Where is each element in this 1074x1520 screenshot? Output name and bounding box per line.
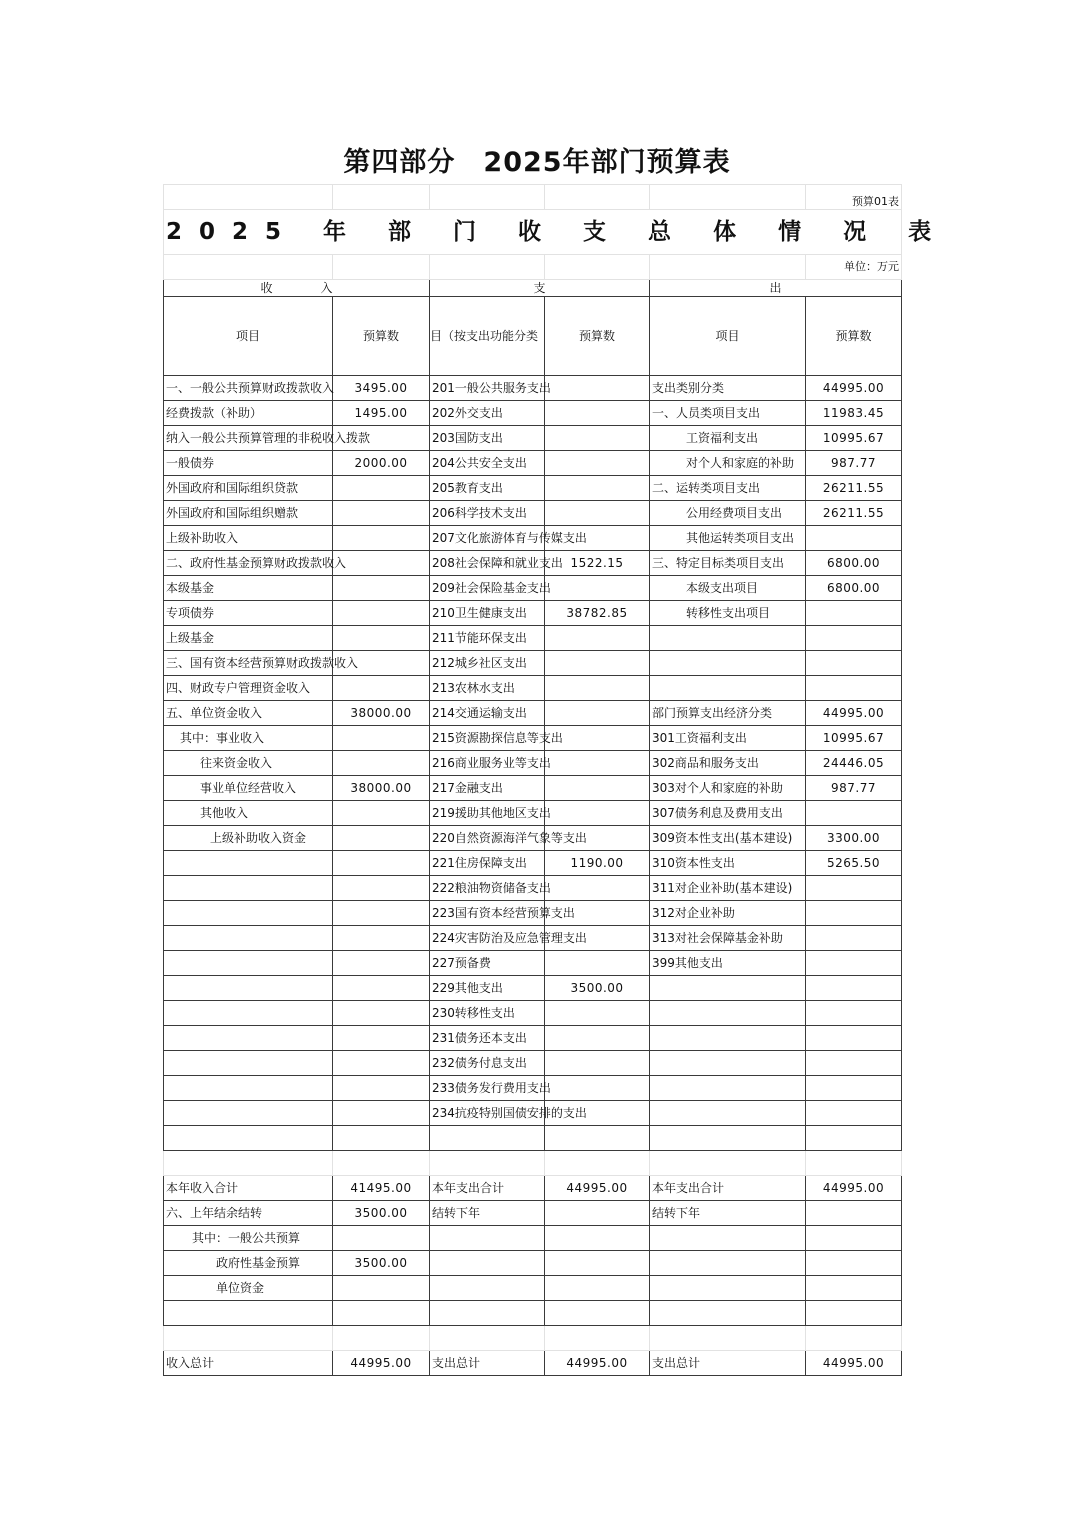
category-budget-cell — [806, 1051, 902, 1076]
income-budget-cell — [333, 801, 430, 826]
function-budget-cell — [545, 1301, 650, 1326]
function-item-cell: 223国有资本经营预算支出 — [430, 901, 545, 926]
category-budget-cell: 6800.00 — [806, 551, 902, 576]
category-item-cell — [650, 626, 806, 651]
function-budget-cell — [545, 1001, 650, 1026]
income-budget-cell — [333, 926, 430, 951]
income-budget-cell: 3500.00 — [333, 1251, 430, 1276]
income-item-cell — [164, 1126, 333, 1151]
function-item-cell: 209社会保险基金支出 — [430, 576, 545, 601]
function-budget-cell — [545, 1076, 650, 1101]
category-item-cell: 本级支出项目 — [650, 576, 806, 601]
income-item-cell: 上级补助收入资金 — [164, 826, 333, 851]
category-budget-cell — [806, 626, 902, 651]
function-budget-cell — [545, 1126, 650, 1151]
category-item-cell: 309资本性支出(基本建设) — [650, 826, 806, 851]
table-row — [164, 1151, 902, 1176]
income-budget-cell — [333, 576, 430, 601]
function-budget-cell — [545, 626, 650, 651]
table-row — [164, 626, 902, 651]
category-item-cell: 310资本性支出 — [650, 851, 806, 876]
category-budget-cell: 5265.50 — [806, 851, 902, 876]
income-item-cell: 收入总计 — [164, 1351, 333, 1376]
category-item-cell: 一、人员类项目支出 — [650, 401, 806, 426]
category-budget-cell — [806, 976, 902, 1001]
income-item-cell: 本级基金 — [164, 576, 333, 601]
function-budget-cell — [545, 701, 650, 726]
function-item-cell — [430, 1126, 545, 1151]
income-item-cell: 事业单位经营收入 — [164, 776, 333, 801]
table-row — [164, 376, 902, 401]
category-item-cell — [650, 676, 806, 701]
income-item-cell: 单位资金 — [164, 1276, 333, 1301]
function-item-cell: 210卫生健康支出 — [430, 601, 545, 626]
income-item-cell: 一般债券 — [164, 451, 333, 476]
expense-header-chu: 出 — [650, 280, 902, 297]
category-item-cell — [650, 1001, 806, 1026]
category-budget-cell: 6800.00 — [806, 576, 902, 601]
income-item-cell — [164, 951, 333, 976]
category-budget-cell — [806, 601, 902, 626]
table-row — [164, 401, 902, 426]
table-row — [164, 726, 902, 751]
table-row — [164, 1276, 902, 1301]
function-item-cell: 支出总计 — [430, 1351, 545, 1376]
col-header-income-budget: 预算数 — [333, 297, 430, 376]
col-header-function-budget: 预算数 — [545, 297, 650, 376]
function-budget-cell — [545, 476, 650, 501]
income-budget-cell: 3500.00 — [333, 1201, 430, 1226]
category-budget-cell — [806, 1326, 902, 1351]
income-item-cell: 上级补助收入 — [164, 526, 333, 551]
income-item-cell — [164, 1001, 333, 1026]
function-item-cell: 204公共安全支出 — [430, 451, 545, 476]
table-row — [164, 451, 902, 476]
table-row — [164, 426, 902, 451]
income-budget-cell — [333, 1051, 430, 1076]
category-item-cell — [650, 1076, 806, 1101]
function-budget-cell: 38782.85 — [545, 601, 650, 626]
function-item-cell: 206科学技术支出 — [430, 501, 545, 526]
category-item-cell — [650, 1126, 806, 1151]
category-budget-cell — [806, 1251, 902, 1276]
category-budget-cell — [806, 1151, 902, 1176]
category-budget-cell — [806, 1226, 902, 1251]
table-row — [164, 1176, 902, 1201]
table-title: 2025 年 部 门 收 支 总 体 情 况 表 — [164, 210, 902, 255]
col-header-category-item: 项目 — [650, 297, 806, 376]
function-item-cell: 219援助其他地区支出 — [430, 801, 545, 826]
category-budget-cell: 44995.00 — [806, 1351, 902, 1376]
budget-sheet — [163, 184, 949, 1376]
function-item-cell: 220自然资源海洋气象等支出 — [430, 826, 545, 851]
function-item-cell: 229其他支出 — [430, 976, 545, 1001]
table-row — [164, 1126, 902, 1151]
function-item-cell: 203国防支出 — [430, 426, 545, 451]
table-row — [164, 676, 902, 701]
income-budget-cell — [333, 901, 430, 926]
function-item-cell: 202外交支出 — [430, 401, 545, 426]
category-budget-cell — [806, 1076, 902, 1101]
category-budget-cell: 3300.00 — [806, 826, 902, 851]
col-header-category-budget: 预算数 — [806, 297, 902, 376]
table-row — [164, 651, 902, 676]
function-item-cell: 227预备费 — [430, 951, 545, 976]
income-budget-cell — [333, 476, 430, 501]
category-budget-cell — [806, 1101, 902, 1126]
income-budget-cell — [333, 676, 430, 701]
category-budget-cell — [806, 926, 902, 951]
category-item-cell: 工资福利支出 — [650, 426, 806, 451]
function-item-cell — [430, 1326, 545, 1351]
category-item-cell — [650, 1301, 806, 1326]
income-item-cell — [164, 1151, 333, 1176]
income-budget-cell: 1495.00 — [333, 401, 430, 426]
income-budget-cell — [333, 976, 430, 1001]
income-budget-cell — [333, 1126, 430, 1151]
function-budget-cell — [545, 651, 650, 676]
function-budget-cell — [545, 676, 650, 701]
income-item-cell: 上级基金 — [164, 626, 333, 651]
function-item-cell — [430, 1301, 545, 1326]
function-budget-cell: 44995.00 — [545, 1351, 650, 1376]
income-budget-cell — [333, 1001, 430, 1026]
category-budget-cell — [806, 1276, 902, 1301]
income-budget-cell — [333, 826, 430, 851]
income-budget-cell — [333, 1326, 430, 1351]
income-item-cell — [164, 901, 333, 926]
income-item-cell — [164, 1026, 333, 1051]
function-item-cell: 215资源勘探信息等支出 — [430, 726, 545, 751]
function-item-cell: 207文化旅游体育与传媒支出 — [430, 526, 545, 551]
table-row — [164, 826, 902, 851]
category-item-cell: 三、特定目标类项目支出 — [650, 551, 806, 576]
table-row — [164, 801, 902, 826]
income-budget-cell — [333, 876, 430, 901]
function-budget-cell: 44995.00 — [545, 1176, 650, 1201]
table-row — [164, 1251, 902, 1276]
income-budget-cell — [333, 1226, 430, 1251]
income-budget-cell: 44995.00 — [333, 1351, 430, 1376]
category-budget-cell — [806, 651, 902, 676]
table-row — [164, 576, 902, 601]
function-budget-cell — [545, 1151, 650, 1176]
income-budget-cell — [333, 726, 430, 751]
function-budget-cell — [545, 1026, 650, 1051]
function-budget-cell — [545, 376, 650, 401]
function-item-cell — [430, 1151, 545, 1176]
category-item-cell: 313对社会保障基金补助 — [650, 926, 806, 951]
table-row — [164, 1001, 902, 1026]
income-budget-cell — [333, 501, 430, 526]
category-item-cell — [650, 1326, 806, 1351]
function-budget-cell — [545, 1251, 650, 1276]
category-item-cell: 307债务利息及费用支出 — [650, 801, 806, 826]
table-row — [164, 551, 902, 576]
function-budget-cell — [545, 1201, 650, 1226]
income-budget-cell — [333, 1101, 430, 1126]
table-row — [164, 851, 902, 876]
category-item-cell: 结转下年 — [650, 1201, 806, 1226]
income-budget-cell — [333, 1026, 430, 1051]
table-row — [164, 1076, 902, 1101]
function-budget-cell: 3500.00 — [545, 976, 650, 1001]
income-budget-cell — [333, 601, 430, 626]
category-item-cell — [650, 1051, 806, 1076]
category-item-cell — [650, 651, 806, 676]
function-item-cell: 结转下年 — [430, 1201, 545, 1226]
category-budget-cell — [806, 801, 902, 826]
income-item-cell: 五、单位资金收入 — [164, 701, 333, 726]
table-row — [164, 1101, 902, 1126]
income-item-cell: 经费拨款（补助） — [164, 401, 333, 426]
category-item-cell: 303对个人和家庭的补助 — [650, 776, 806, 801]
income-item-cell: 往来资金收入 — [164, 751, 333, 776]
function-item-cell: 本年支出合计 — [430, 1176, 545, 1201]
function-budget-cell — [545, 1326, 650, 1351]
function-item-cell: 230转移性支出 — [430, 1001, 545, 1026]
income-item-cell — [164, 1076, 333, 1101]
income-item-cell: 专项债券 — [164, 601, 333, 626]
form-number-row — [164, 185, 902, 210]
income-budget-cell — [333, 851, 430, 876]
category-item-cell: 312对企业补助 — [650, 901, 806, 926]
function-item-cell — [430, 1251, 545, 1276]
table-row — [164, 776, 902, 801]
income-budget-cell — [333, 626, 430, 651]
category-item-cell: 对个人和家庭的补助 — [650, 451, 806, 476]
category-item-cell: 399其他支出 — [650, 951, 806, 976]
category-budget-cell: 987.77 — [806, 776, 902, 801]
category-budget-cell: 26211.55 — [806, 501, 902, 526]
income-item-cell: 一、一般公共预算财政拨款收入 — [164, 376, 333, 401]
function-item-cell: 205教育支出 — [430, 476, 545, 501]
income-item-cell — [164, 1051, 333, 1076]
function-item-cell: 234抗疫特别国债安排的支出 — [430, 1101, 545, 1126]
table-row — [164, 526, 902, 551]
income-item-cell: 二、政府性基金预算财政拨款收入 — [164, 551, 333, 576]
table-row — [164, 1301, 902, 1326]
income-item-cell: 外国政府和国际组织赠款 — [164, 501, 333, 526]
income-item-cell — [164, 926, 333, 951]
category-budget-cell: 10995.67 — [806, 726, 902, 751]
function-item-cell: 233债务发行费用支出 — [430, 1076, 545, 1101]
function-item-cell: 214交通运输支出 — [430, 701, 545, 726]
category-budget-cell: 987.77 — [806, 451, 902, 476]
income-budget-cell — [333, 551, 430, 576]
form-number: 预算01表 — [806, 185, 902, 210]
income-item-cell: 三、国有资本经营预算财政拨款收入 — [164, 651, 333, 676]
category-item-cell — [650, 1226, 806, 1251]
income-item-cell: 其他收入 — [164, 801, 333, 826]
income-item-cell: 政府性基金预算 — [164, 1251, 333, 1276]
income-item-cell: 其中：一般公共预算 — [164, 1226, 333, 1251]
table-row — [164, 1201, 902, 1226]
table-row — [164, 476, 902, 501]
function-item-cell: 231债务还本支出 — [430, 1026, 545, 1051]
function-budget-cell — [545, 751, 650, 776]
table-row — [164, 926, 902, 951]
unit-row — [164, 255, 902, 280]
income-budget-cell: 2000.00 — [333, 451, 430, 476]
category-budget-cell: 44995.00 — [806, 1176, 902, 1201]
function-budget-cell — [545, 776, 650, 801]
income-budget-cell: 41495.00 — [333, 1176, 430, 1201]
function-item-cell: 222粮油物资储备支出 — [430, 876, 545, 901]
table-row — [164, 1026, 902, 1051]
table-row — [164, 501, 902, 526]
function-budget-cell — [545, 876, 650, 901]
income-item-cell — [164, 851, 333, 876]
income-item-cell: 其中：事业收入 — [164, 726, 333, 751]
income-budget-cell: 3495.00 — [333, 376, 430, 401]
category-item-cell — [650, 1251, 806, 1276]
category-budget-cell — [806, 1026, 902, 1051]
function-item-cell — [430, 1276, 545, 1301]
function-item-cell: 213农林水支出 — [430, 676, 545, 701]
category-item-cell — [650, 1151, 806, 1176]
income-budget-cell — [333, 751, 430, 776]
function-item-cell: 217金融支出 — [430, 776, 545, 801]
category-budget-cell — [806, 676, 902, 701]
function-item-cell: 224灾害防治及应急管理支出 — [430, 926, 545, 951]
category-item-cell: 其他运转类项目支出 — [650, 526, 806, 551]
category-item-cell — [650, 1026, 806, 1051]
section-header-row — [164, 280, 902, 297]
income-header: 收 入 — [164, 280, 430, 297]
function-budget-cell — [545, 426, 650, 451]
category-item-cell: 转移性支出项目 — [650, 601, 806, 626]
income-budget-cell: 38000.00 — [333, 701, 430, 726]
income-budget-cell — [333, 1276, 430, 1301]
category-item-cell — [650, 1101, 806, 1126]
income-item-cell — [164, 1101, 333, 1126]
category-item-cell: 311对企业补助(基本建设) — [650, 876, 806, 901]
income-item-cell — [164, 1301, 333, 1326]
function-budget-cell — [545, 451, 650, 476]
income-item-cell: 纳入一般公共预算管理的非税收入拨款 — [164, 426, 333, 451]
function-budget-cell: 1522.15 — [545, 551, 650, 576]
category-item-cell: 部门预算支出经济分类 — [650, 701, 806, 726]
category-item-cell: 公用经费项目支出 — [650, 501, 806, 526]
category-budget-cell — [806, 526, 902, 551]
function-item-cell: 208社会保障和就业支出 — [430, 551, 545, 576]
table-row — [164, 701, 902, 726]
income-item-cell: 本年收入合计 — [164, 1176, 333, 1201]
budget-table — [163, 184, 949, 1376]
category-budget-cell — [806, 901, 902, 926]
income-budget-cell — [333, 1151, 430, 1176]
function-budget-cell — [545, 1226, 650, 1251]
function-budget-cell — [545, 501, 650, 526]
income-budget-cell — [333, 1301, 430, 1326]
category-budget-cell: 24446.05 — [806, 751, 902, 776]
category-budget-cell — [806, 876, 902, 901]
category-budget-cell: 10995.67 — [806, 426, 902, 451]
category-item-cell: 本年支出合计 — [650, 1176, 806, 1201]
income-item-cell — [164, 1326, 333, 1351]
category-budget-cell — [806, 1126, 902, 1151]
table-row — [164, 901, 902, 926]
category-budget-cell: 26211.55 — [806, 476, 902, 501]
function-item-cell — [430, 1226, 545, 1251]
category-item-cell: 二、运转类项目支出 — [650, 476, 806, 501]
unit-label: 单位：万元 — [806, 255, 902, 280]
income-item-cell — [164, 876, 333, 901]
function-item-cell: 221住房保障支出 — [430, 851, 545, 876]
function-budget-cell — [545, 951, 650, 976]
col-header-income-item: 项目 — [164, 297, 333, 376]
income-item-cell: 四、财政专户管理资金收入 — [164, 676, 333, 701]
table-row — [164, 1226, 902, 1251]
category-budget-cell — [806, 951, 902, 976]
income-budget-cell — [333, 951, 430, 976]
table-row — [164, 1326, 902, 1351]
table-row — [164, 1051, 902, 1076]
function-budget-cell — [545, 1051, 650, 1076]
category-budget-cell — [806, 1001, 902, 1026]
category-item-cell: 301工资福利支出 — [650, 726, 806, 751]
category-budget-cell: 44995.00 — [806, 701, 902, 726]
function-item-cell: 216商业服务业等支出 — [430, 751, 545, 776]
category-budget-cell: 11983.45 — [806, 401, 902, 426]
income-item-cell: 外国政府和国际组织贷款 — [164, 476, 333, 501]
table-row — [164, 976, 902, 1001]
category-item-cell: 支出类别分类 — [650, 376, 806, 401]
function-budget-cell — [545, 801, 650, 826]
category-item-cell — [650, 1276, 806, 1301]
table-row — [164, 876, 902, 901]
page-title: 第四部分 2025年部门预算表 — [343, 147, 731, 178]
category-budget-cell: 44995.00 — [806, 376, 902, 401]
table-row — [164, 751, 902, 776]
income-budget-cell — [333, 526, 430, 551]
table-title-row — [164, 210, 902, 255]
income-budget-cell: 38000.00 — [333, 776, 430, 801]
expense-header-zhi: 支 — [430, 280, 650, 297]
function-budget-cell — [545, 576, 650, 601]
table-row — [164, 601, 902, 626]
table-row — [164, 1351, 902, 1376]
function-item-cell: 211节能环保支出 — [430, 626, 545, 651]
category-budget-cell — [806, 1201, 902, 1226]
category-item-cell: 支出总计 — [650, 1351, 806, 1376]
income-item-cell: 六、上年结余结转 — [164, 1201, 333, 1226]
category-budget-cell — [806, 1301, 902, 1326]
function-item-cell: 212城乡社区支出 — [430, 651, 545, 676]
column-header-row — [164, 297, 902, 376]
function-budget-cell — [545, 401, 650, 426]
col-header-function-item: 目（按支出功能分类 — [430, 297, 545, 376]
function-budget-cell: 1190.00 — [545, 851, 650, 876]
income-item-cell — [164, 976, 333, 1001]
income-budget-cell — [333, 1076, 430, 1101]
function-item-cell: 232债务付息支出 — [430, 1051, 545, 1076]
category-item-cell — [650, 976, 806, 1001]
function-budget-cell — [545, 1276, 650, 1301]
table-row — [164, 951, 902, 976]
function-item-cell: 201一般公共服务支出 — [430, 376, 545, 401]
category-item-cell: 302商品和服务支出 — [650, 751, 806, 776]
